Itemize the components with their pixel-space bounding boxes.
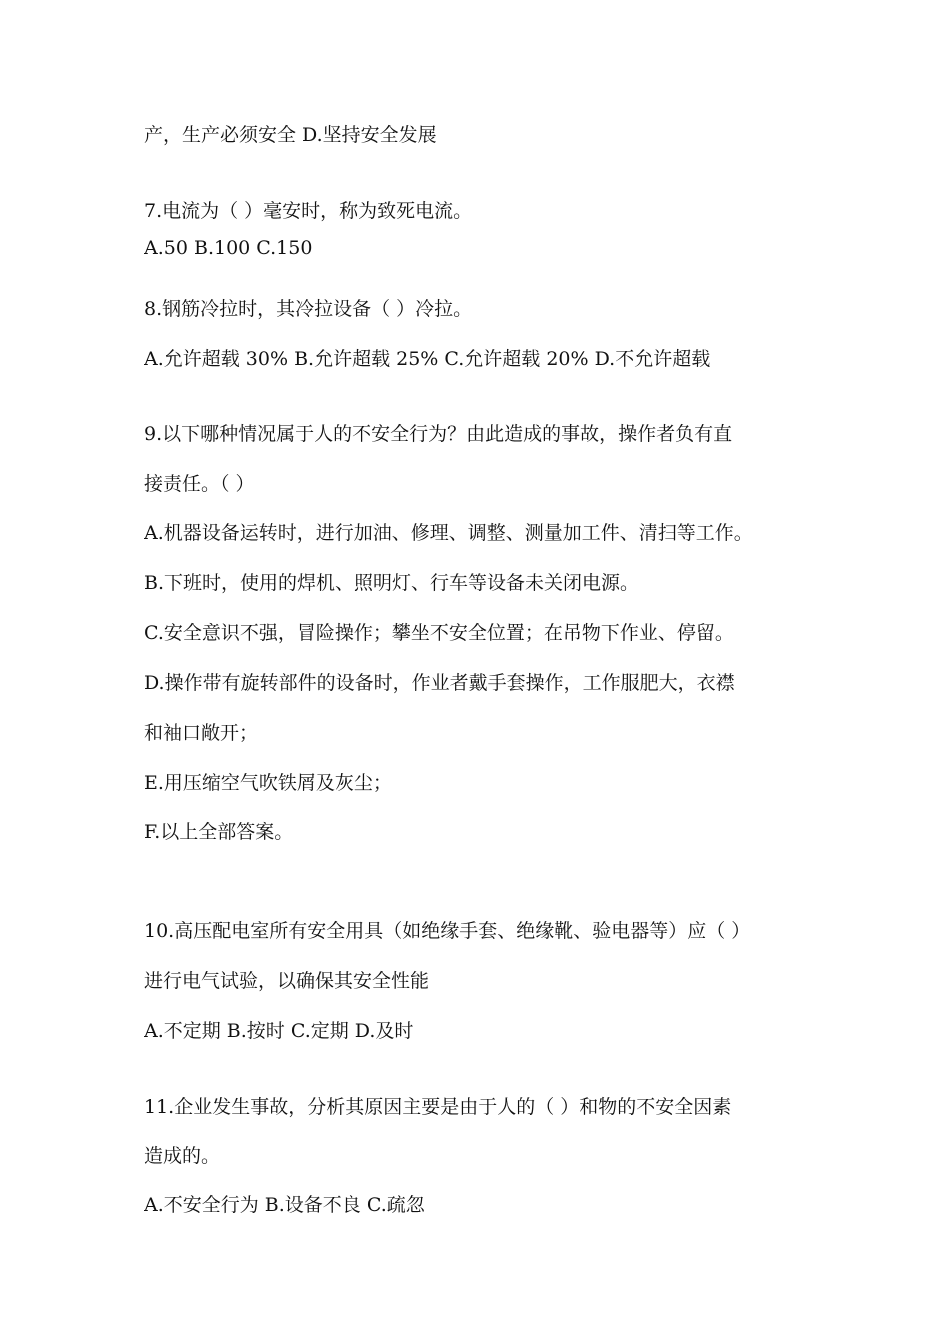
- options-7: A.50 B.100 C.150: [144, 237, 313, 259]
- option-9-d: D.操作带有旋转部件的设备时，作业者戴手套操作，工作服肥大，衣襟: [144, 672, 735, 694]
- text-line: 产，生产必须安全 D.坚持安全发展: [144, 124, 437, 146]
- question-9: 9.以下哪种情况属于人的不安全行为？由此造成的事故，操作者负有直: [144, 423, 733, 445]
- options-8: A.允许超载 30% B.允许超载 25% C.允许超载 20% D.不允许超载: [144, 348, 711, 370]
- question-9-cont: 接责任。（ ）: [144, 473, 255, 495]
- option-9-e: E.用压缩空气吹铁屑及灰尘；: [144, 772, 392, 794]
- question-10: 10.高压配电室所有安全用具（如绝缘手套、绝缘靴、验电器等）应（ ）: [144, 920, 751, 942]
- option-9-d-cont: 和袖口敞开；: [144, 722, 259, 744]
- question-8: 8.钢筋冷拉时，其冷拉设备（ ）冷拉。: [144, 298, 473, 320]
- options-10: A.不定期 B.按时 C.定期 D.及时: [144, 1020, 414, 1042]
- question-11-cont: 造成的。: [144, 1145, 221, 1167]
- question-7: 7.电流为（ ）毫安时，称为致死电流。: [144, 200, 473, 222]
- option-9-a: A.机器设备运转时，进行加油、修理、调整、测量加工件、清扫等工作。: [144, 522, 753, 544]
- question-11: 11.企业发生事故，分析其原因主要是由于人的（ ）和物的不安全因素: [144, 1096, 732, 1118]
- option-9-f: F.以上全部答案。: [144, 821, 294, 843]
- options-11: A.不安全行为 B.设备不良 C.疏忽: [144, 1194, 425, 1216]
- option-9-b: B.下班时，使用的焊机、照明灯、行车等设备未关闭电源。: [144, 572, 640, 594]
- question-10-cont: 进行电气试验，以确保其安全性能: [144, 970, 430, 992]
- option-9-c: C.安全意识不强，冒险操作；攀坐不安全位置；在吊物下作业、停留。: [144, 622, 734, 644]
